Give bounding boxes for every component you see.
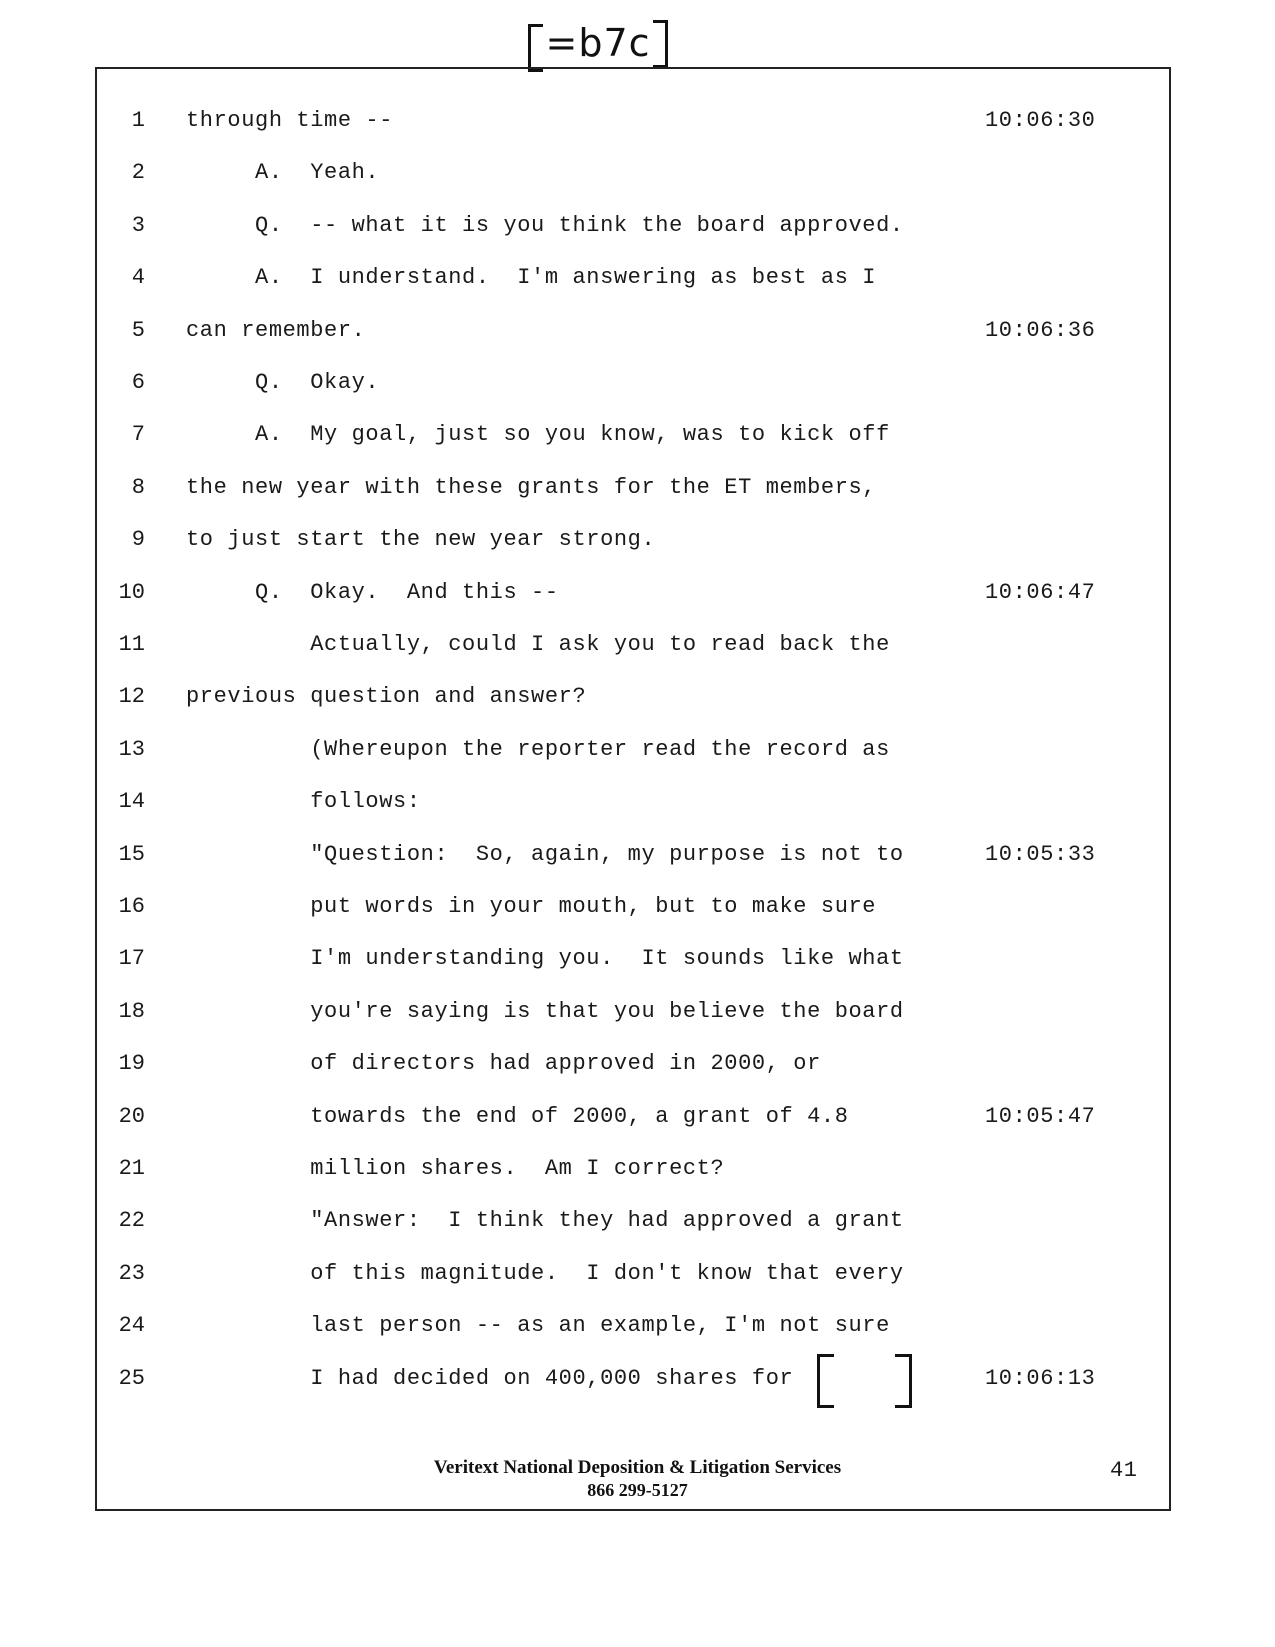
line-number: 22 (118, 1208, 145, 1233)
line-number: 12 (118, 684, 145, 709)
timestamp: 10:05:33 (985, 842, 1096, 867)
line-number: 2 (131, 160, 145, 185)
transcript-line-text: I'm understanding you. It sounds like what (186, 946, 904, 971)
line-number: 13 (118, 737, 145, 762)
stamp-bracket-left (528, 24, 543, 72)
transcript-line-text: "Question: So, again, my purpose is not to (186, 842, 904, 867)
transcript-line-text: A. I understand. I'm answering as best as I (186, 265, 877, 290)
transcript-line-text: Q. Okay. And this -- (186, 580, 559, 605)
line-number: 1 (131, 108, 145, 133)
redaction-bracket-right (895, 1354, 912, 1408)
line-number: 17 (118, 946, 145, 971)
timestamp: 10:06:36 (985, 318, 1096, 343)
transcript-line-text: "Answer: I think they had approved a grant (186, 1208, 904, 1233)
timestamp: 10:05:47 (985, 1104, 1096, 1129)
redaction-bracket-left (817, 1354, 834, 1408)
transcript-line-text: put words in your mouth, but to make sure (186, 894, 877, 919)
line-number: 14 (118, 789, 145, 814)
footer-phone: 866 299-5127 (587, 1480, 688, 1500)
transcript-line-text: towards the end of 2000, a grant of 4.8 (186, 1104, 849, 1129)
transcript-line-text: Q. Okay. (186, 370, 380, 395)
timestamp: 10:06:47 (985, 580, 1096, 605)
line-number: 25 (118, 1366, 145, 1391)
stamp-bracket-right (653, 20, 668, 68)
transcript-line-text: of this magnitude. I don't know that every (186, 1261, 904, 1286)
line-number: 20 (118, 1104, 145, 1129)
footer-company: Veritext National Deposition & Litigation Services (433, 1457, 842, 1478)
transcript-line-text: Q. -- what it is you think the board approved. (186, 213, 904, 238)
transcript-line-text: can remember. (186, 318, 366, 343)
transcript-line-text: to just start the new year strong. (186, 527, 656, 552)
transcript-line-text: Actually, could I ask you to read back the (186, 632, 890, 657)
line-number: 6 (131, 370, 145, 395)
line-number: 9 (131, 527, 145, 552)
line-number: 16 (118, 894, 145, 919)
line-number: 24 (118, 1313, 145, 1338)
line-number: 10 (118, 580, 145, 605)
transcript-line-text: follows: (186, 789, 421, 814)
transcript-line-text: last person -- as an example, I'm not sure (186, 1313, 890, 1338)
transcript-line-text: million shares. Am I correct? (186, 1156, 725, 1181)
page-number: 41 (1110, 1458, 1138, 1483)
transcript-line-text: you're saying is that you believe the board (186, 999, 904, 1024)
line-number: 23 (118, 1261, 145, 1286)
line-number: 11 (118, 632, 145, 657)
line-number: 3 (131, 213, 145, 238)
line-number: 21 (118, 1156, 145, 1181)
transcript-line-text: previous question and answer? (186, 684, 587, 709)
transcript-line-text: of directors had approved in 2000, or (186, 1051, 821, 1076)
line-number: 19 (118, 1051, 145, 1076)
transcript-line-text: (Whereupon the reporter read the record as (186, 737, 890, 762)
line-number: 18 (118, 999, 145, 1024)
transcript-line-text: A. My goal, just so you know, was to kick off (186, 422, 890, 447)
transcript-line-text: I had decided on 400,000 shares for (186, 1366, 794, 1391)
transcript-line-text: through time -- (186, 108, 394, 133)
line-number: 4 (131, 265, 145, 290)
redaction-brackets (817, 1354, 912, 1406)
handwritten-redaction-stamp (528, 20, 668, 70)
timestamp: 10:06:30 (985, 108, 1096, 133)
transcript-line-text: the new year with these grants for the ET members, (186, 475, 877, 500)
line-number: 7 (131, 422, 145, 447)
transcript-line-text: A. Yeah. (186, 160, 380, 185)
line-number: 15 (118, 842, 145, 867)
stamp-text: =b7c (545, 21, 651, 65)
timestamp: 10:06:13 (985, 1366, 1096, 1391)
line-number: 8 (131, 475, 145, 500)
line-number: 5 (131, 318, 145, 343)
